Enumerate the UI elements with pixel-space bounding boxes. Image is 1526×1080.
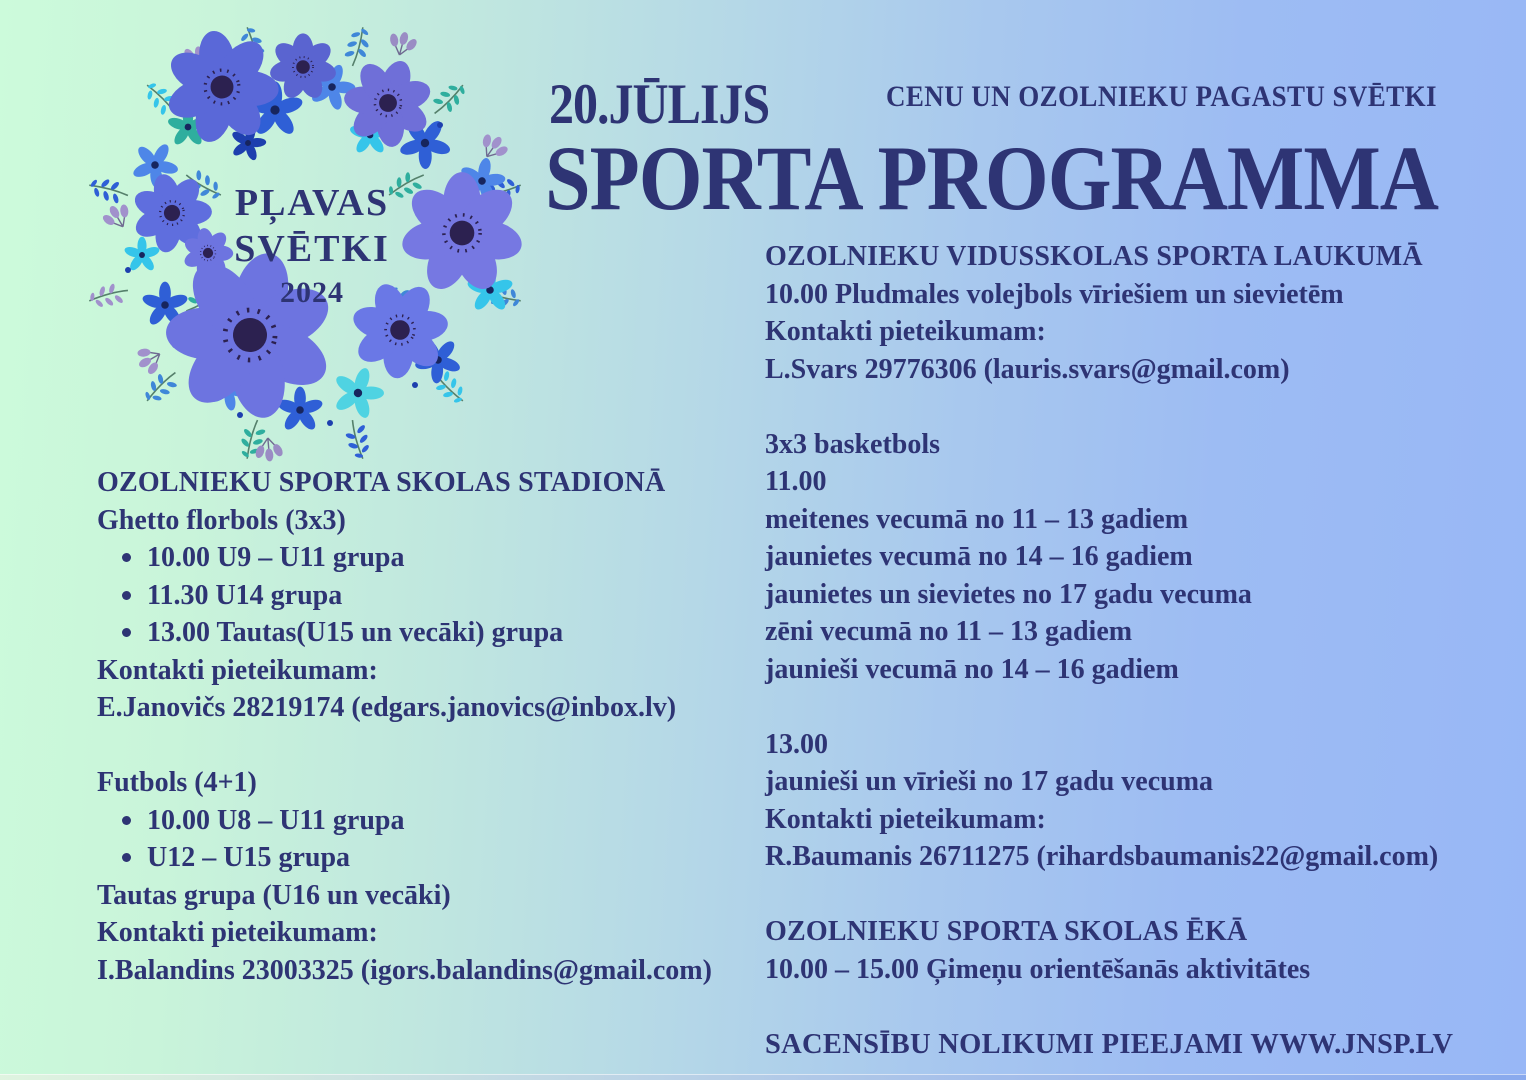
basketball-group: jaunietes un sievietes no 17 gadu vecuma bbox=[765, 578, 1252, 610]
sprig-icon bbox=[86, 279, 131, 312]
volleyball-event: 10.00 Pludmales volejbols vīriešiem un sievietēm bbox=[765, 278, 1344, 310]
bullet-text: U12 – U15 grupa bbox=[147, 842, 351, 873]
school-building-heading: OZOLNIEKU SPORTA SKOLAS ĒKĀ bbox=[765, 916, 1248, 947]
contact-info: I.Balandins 23003325 (igors.balandins@gmail.com) bbox=[97, 954, 712, 986]
contact-info: R.Baumanis 26711275 (rihardsbaumanis22@gmail.com) bbox=[765, 841, 1439, 872]
football-event: Futbols (4+1) bbox=[97, 767, 257, 798]
bullet-text: 10.00 U8 – U11 grupa bbox=[147, 804, 405, 836]
berry-icon bbox=[237, 412, 243, 418]
bullet-item bbox=[97, 614, 757, 652]
contact-info: E.Janovičs 28219174 (edgars.janovics@inbox.lv) bbox=[97, 692, 677, 723]
festival-badge bbox=[187, 180, 437, 314]
berry-icon bbox=[125, 267, 131, 273]
spacer bbox=[765, 876, 1495, 914]
sprig-icon bbox=[341, 417, 374, 462]
bottom-edge bbox=[0, 1074, 1526, 1080]
sprig-icon bbox=[86, 174, 131, 207]
contact-label: Kontakti pieteikumam: bbox=[97, 654, 378, 686]
basketball-group: jaunieši vecumā no 14 – 16 gadiem bbox=[765, 653, 1179, 685]
bullet-text: 10.00 U9 – U11 grupa bbox=[147, 542, 405, 573]
basketball-time: 11.00 bbox=[765, 466, 827, 497]
flower-icon bbox=[325, 360, 392, 425]
stadium-event: Ghetto florbols (3x3) bbox=[97, 504, 346, 536]
right-column bbox=[765, 238, 1495, 1063]
bullet-item bbox=[97, 839, 757, 877]
football-extra-group: Tautas grupa (U16 un vecāki) bbox=[97, 879, 451, 911]
buds-icon bbox=[132, 341, 168, 379]
festival-year: 2024 bbox=[280, 276, 344, 309]
contact-label: Kontakti pieteikumam: bbox=[97, 917, 378, 948]
basketball-group: meitenes vecumā no 11 – 13 gadiem bbox=[765, 503, 1189, 535]
spacer bbox=[765, 688, 1495, 726]
buds-icon bbox=[474, 129, 513, 166]
contact-label: Kontakti pieteikumam: bbox=[765, 803, 1046, 835]
buds-icon bbox=[385, 28, 421, 59]
spacer bbox=[765, 988, 1495, 1026]
buds-icon bbox=[98, 199, 136, 235]
basketball-group: jaunietes vecumā no 14 – 16 gadiem bbox=[765, 541, 1193, 572]
bullet-item bbox=[97, 802, 757, 840]
rules-footer: SACENSĪBU NOLIKUMI PIEEJAMI WWW.JNSP.LV bbox=[765, 1028, 1454, 1060]
contact-label: Kontakti pieteikumam: bbox=[765, 316, 1046, 347]
spacer bbox=[765, 388, 1495, 426]
basketball-event: 3x3 basketbols bbox=[765, 428, 941, 460]
bullet-dot-icon bbox=[122, 591, 131, 600]
spacer bbox=[97, 727, 757, 765]
berry-icon bbox=[412, 382, 418, 388]
bullet-dot-icon bbox=[122, 816, 131, 825]
sprig-icon bbox=[139, 364, 184, 409]
event-tagline: CENU UN OZOLNIEKU PAGASTU SVĒTKI bbox=[886, 80, 1437, 113]
left-column bbox=[97, 464, 757, 989]
sprig-icon bbox=[341, 24, 374, 69]
berry-icon bbox=[327, 420, 333, 426]
bullet-dot-icon bbox=[122, 628, 131, 637]
bullet-text: 13.00 Tautas(U15 un vecāki) grupa bbox=[147, 617, 564, 648]
bullet-item bbox=[97, 577, 757, 615]
basketball-group: zēni vecumā no 11 – 13 gadiem bbox=[765, 616, 1133, 647]
sprig-icon bbox=[426, 77, 471, 122]
bullet-text: 11.30 U14 grupa bbox=[147, 579, 343, 611]
sprig-icon bbox=[236, 417, 269, 462]
anemone-flower-icon bbox=[154, 21, 291, 155]
berry-icon bbox=[437, 122, 443, 128]
festival-name-line1: PĻAVAS bbox=[234, 182, 390, 224]
basketball-time: 13.00 bbox=[765, 728, 828, 760]
flower-icon bbox=[123, 237, 160, 273]
page-title: SPORTA PROGRAMMA bbox=[545, 127, 1438, 230]
school-building-event: 10.00 – 15.00 Ģimeņu orientēšanās aktivitātes bbox=[765, 953, 1311, 985]
bullet-dot-icon bbox=[122, 553, 131, 562]
contact-info: L.Svars 29776306 (lauris.svars@gmail.com) bbox=[765, 353, 1290, 385]
stadium-heading: OZOLNIEKU SPORTA SKOLAS STADIONĀ bbox=[97, 467, 666, 498]
bullet-item bbox=[97, 539, 757, 577]
basketball-group: jaunieši un vīrieši no 17 gadu vecuma bbox=[765, 766, 1214, 797]
event-date: 20.JŪLIJS bbox=[549, 71, 770, 136]
volleyball-heading: OZOLNIEKU VIDUSSKOLAS SPORTA LAUKUMĀ bbox=[765, 241, 1423, 272]
festival-name-line2: SVĒTKI bbox=[234, 228, 390, 270]
bullet-dot-icon bbox=[122, 853, 131, 862]
